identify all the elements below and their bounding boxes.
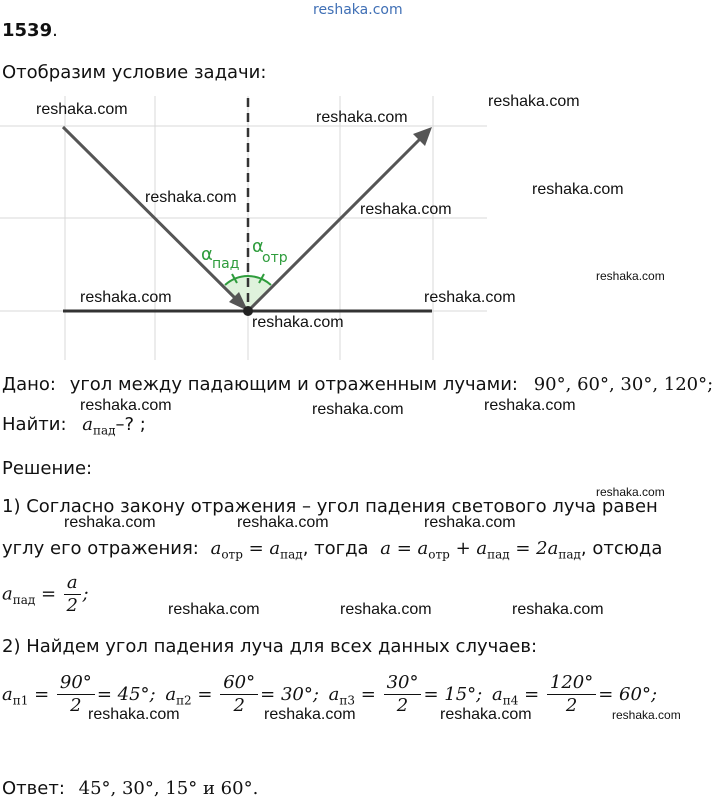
watermark: reshaka.com <box>340 601 432 618</box>
total-angle-formula: $a = a_{отр} + a_{пад} = 2a_{пад}$ <box>380 538 581 562</box>
watermark: reshaka.com <box>80 397 172 414</box>
find-var: $a_{пад}$ <box>82 414 116 438</box>
watermark: reshaka.com <box>488 93 580 110</box>
watermark: reshaka.com <box>596 269 665 283</box>
case-2: $a_{п2}$ = $\frac{60^\circ}{2}$ = 30°; <box>165 672 319 716</box>
find-line <box>2 414 146 438</box>
given-values: 90°, 60°, 30°, 120°; <box>533 374 714 395</box>
problem-number: 1539. <box>2 20 58 41</box>
watermark: reshaka.com <box>424 289 516 306</box>
answer-text: 45°, 30°, 15° и 60°. <box>78 778 259 799</box>
label-alpha-inc: α <box>201 244 213 265</box>
find-rest: –? ; <box>115 414 146 435</box>
label-alpha-inc-sub: пад <box>212 256 240 272</box>
watermark: reshaka.com <box>360 201 452 218</box>
solution-label: Решение: <box>2 458 93 479</box>
step1-line2: углу его отражения: $a_{отр} = a_{пад}$, тогда $a = a_{отр} + a_{пад} = 2a_{пад}$, отсюда <box>2 538 663 562</box>
watermark: reshaka.com <box>596 485 665 499</box>
given-label: Дано: <box>2 374 56 395</box>
answer-line <box>2 778 258 799</box>
watermark: reshaka.com <box>484 397 576 414</box>
reflection-law-formula: $a_{отр} = a_{пад}$ <box>210 538 303 562</box>
watermark: reshaka.com <box>312 401 404 418</box>
reflected-ray <box>248 136 423 311</box>
incident-ray <box>63 127 243 306</box>
case-3: $a_{п3}$ = $\frac{30^\circ}{2}$ = 15°; <box>328 672 483 716</box>
watermark: reshaka.com <box>612 708 681 722</box>
label-alpha-ref: α <box>252 236 264 257</box>
watermark: reshaka.com <box>512 601 604 618</box>
case-4: $a_{п4}$ = $\frac{120^\circ}{2}$ = 60°; <box>491 672 658 716</box>
watermark: reshaka.com <box>64 514 156 531</box>
given-line <box>2 374 713 395</box>
given-text: угол между падающим и отраженным лучами: <box>69 374 518 395</box>
watermark: reshaka.com <box>88 706 180 723</box>
watermark: reshaka.com <box>316 109 408 126</box>
watermark: reshaka.com <box>532 181 624 198</box>
watermark: reshaka.com <box>440 706 532 723</box>
intro-text: Отобразим условие задачи: <box>2 62 267 83</box>
watermark: reshaka.com <box>145 189 237 206</box>
answer-label: Ответ: <box>2 778 65 799</box>
watermark: reshaka.com <box>36 101 128 118</box>
watermark: reshaka.com <box>80 289 172 306</box>
watermark: reshaka.com <box>237 514 329 531</box>
site-header[interactable]: reshaka.com <box>313 2 403 18</box>
label-alpha-ref-sub: отр <box>262 250 288 266</box>
watermark: reshaka.com <box>168 601 260 618</box>
watermark: reshaka.com <box>252 314 344 331</box>
incident-angle-formula: $a_{пад}$ = $\frac{a}{2}$ ; <box>2 572 89 616</box>
step1-line1: 1) Согласно закону отражения – угол падения светового луча равен <box>2 496 658 517</box>
find-label: Найти: <box>2 414 67 435</box>
watermark: reshaka.com <box>424 514 516 531</box>
watermark: reshaka.com <box>264 706 356 723</box>
case-1: $a_{п1}$ = $\frac{90^\circ}{2}$ = 45°; <box>2 672 156 716</box>
step2-text: 2) Найдем угол падения луча для всех данных случаев: <box>2 636 538 657</box>
